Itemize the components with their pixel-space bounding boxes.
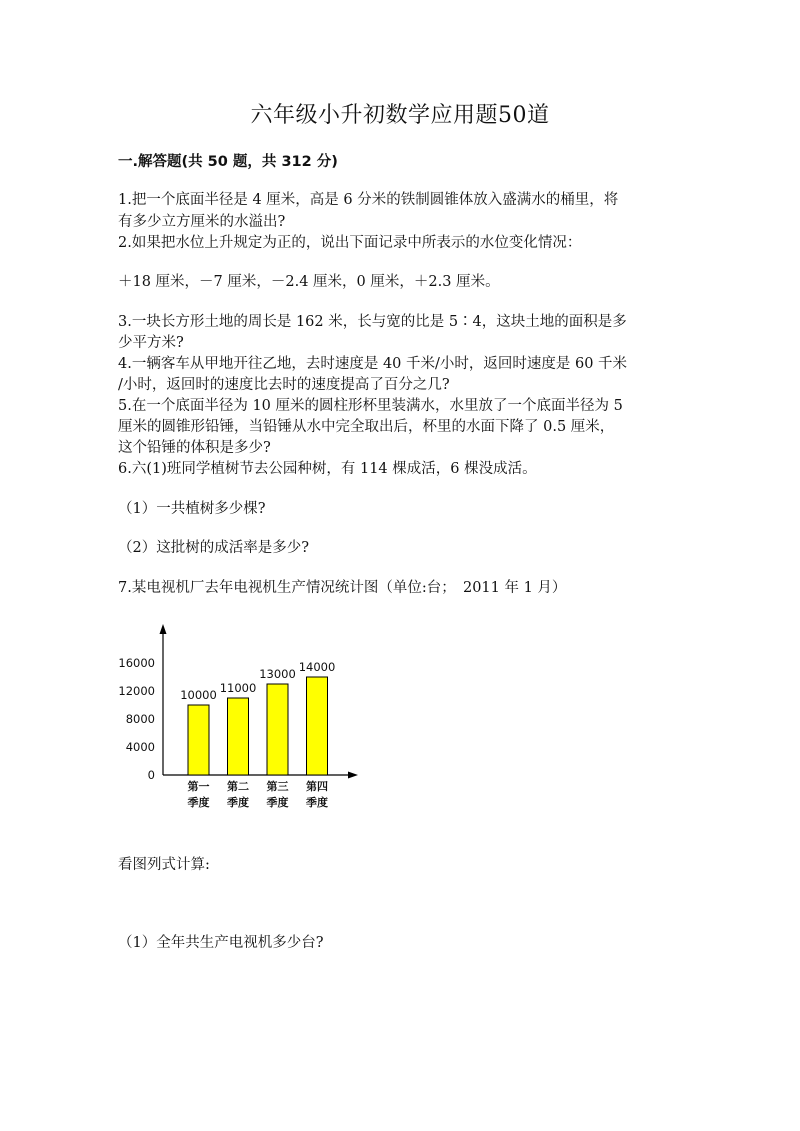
x-category-label: 季度 (306, 796, 328, 809)
page-title: 六年级小升初数学应用题50道 (250, 103, 550, 128)
question-7-sub-1: （1）全年共生产电视机多少台? (118, 935, 324, 951)
question-5-line-1: 5.在一个底面半径为 10 厘米的圆柱形杯里装满水，水里放了一个底面半径为 5 (118, 398, 623, 414)
bar-value-label: 13000 (259, 667, 296, 681)
question-1-line-1: 1.把一个底面半径是 4 厘米，高是 6 分米的铁制圆锥体放入盛满水的桶里，将 (118, 192, 619, 208)
question-6-sub-1: （1）一共植树多少棵? (118, 501, 266, 517)
tv-production-bar-chart (118, 620, 378, 830)
y-tick-label: 0 (147, 768, 155, 782)
bar-value-label: 14000 (298, 660, 336, 674)
bar-value-label: 10000 (180, 688, 217, 702)
x-category-label: 第四 (306, 780, 328, 793)
bar (228, 698, 249, 775)
bar (267, 684, 288, 775)
x-category-label: 季度 (266, 796, 289, 809)
question-5-line-3: 这个铅锤的体积是多少? (118, 440, 271, 456)
x-category-label: 季度 (187, 796, 210, 809)
question-4-line-2: /小时，返回时的速度比去时的速度提高了百分之几? (118, 377, 450, 393)
question-4-line-1: 4.一辆客车从甲地开往乙地，去时速度是 40 千米/小时，返回时速度是 60 千米 (118, 356, 628, 372)
question-2-line-1: 2.如果把水位上升规定为正的，说出下面记录中所表示的水位变化情况： (118, 235, 582, 251)
x-category-label: 第二 (227, 780, 249, 793)
question-3-line-2: 少平方米? (118, 335, 184, 351)
x-category-label: 第三 (266, 780, 289, 793)
question-7-instruction: 看图列式计算: (118, 857, 210, 873)
bar (188, 705, 209, 775)
x-category-label: 季度 (227, 796, 249, 809)
question-5-line-2: 厘米的圆锥形铅锤，当铅锤从水中完全取出后，杯里的水面下降了 0.5 厘米， (118, 419, 615, 435)
bar-value-label: 11000 (219, 681, 257, 695)
y-tick-label: 12000 (118, 684, 155, 698)
question-1-line-2: 有多少立方厘米的水溢出? (118, 214, 286, 230)
question-6-sub-2: （2）这批树的成活率是多少? (118, 540, 309, 556)
question-7-line-1: 7.某电视机厂去年电视机生产情况统计图（单位:台； 2011 年 1 月） (118, 580, 567, 596)
section-heading: 一.解答题(共 50 题，共 312 分) (118, 154, 338, 170)
y-tick-label: 8000 (125, 712, 155, 726)
bar (307, 677, 328, 775)
question-6-line-1: 6.六(1)班同学植树节去公园种树，有 114 棵成活，6 棵没成活。 (118, 461, 537, 477)
y-axis-arrow (160, 624, 167, 634)
question-3-line-1: 3.一块长方形土地的周长是 162 米，长与宽的比是 5∶4，这块土地的面积是多 (118, 314, 627, 330)
y-tick-label: 16000 (118, 656, 155, 670)
question-2-line-2: ＋18 厘米，－7 厘米，－2.4 厘米，0 厘米，＋2.3 厘米。 (118, 274, 500, 290)
x-axis-arrow (348, 772, 358, 779)
y-tick-label: 4000 (125, 740, 155, 754)
x-category-label: 第一 (187, 780, 210, 793)
